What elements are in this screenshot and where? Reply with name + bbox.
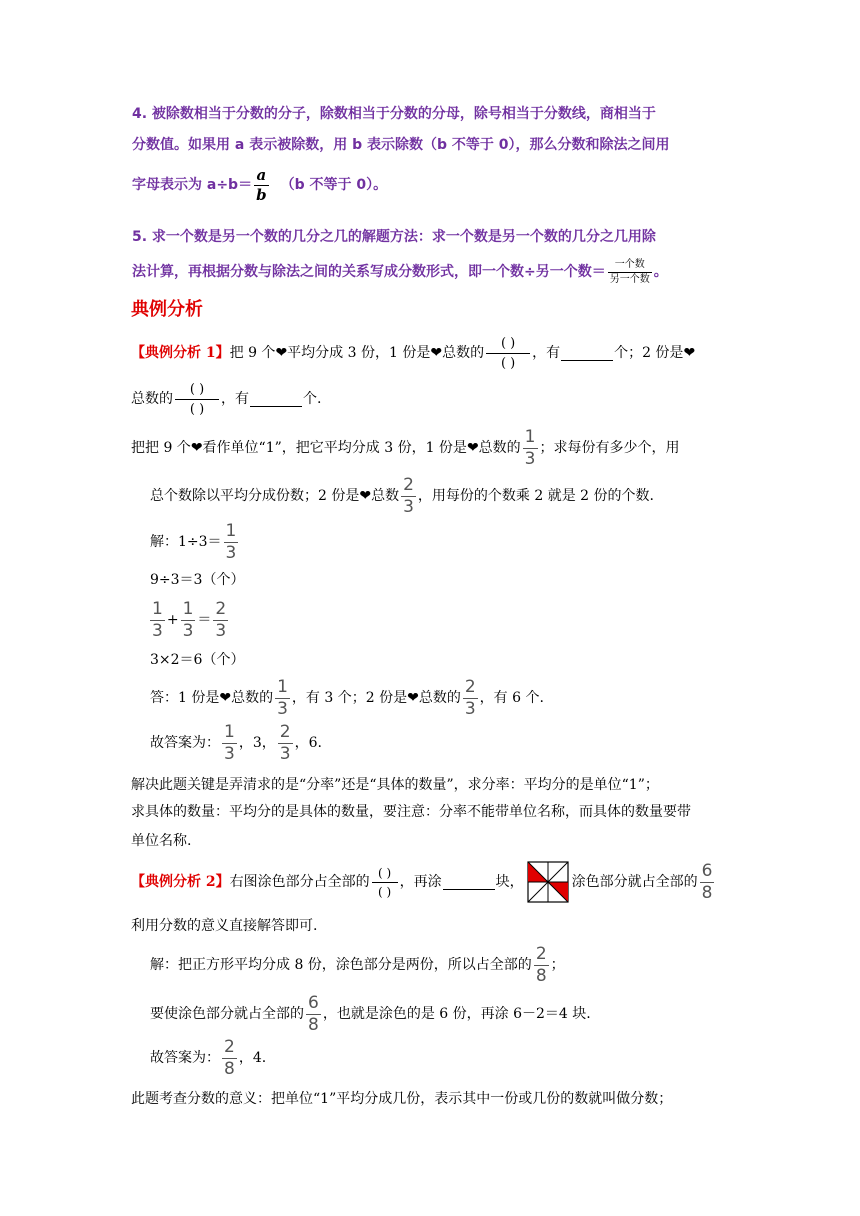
- fraction-numerator: 1: [182, 598, 194, 619]
- p5-line-2-text: 法计算，再根据分数与除法之间的关系写成分数形式，即一个数÷另一个数＝: [132, 264, 606, 280]
- ex1-answer: [150, 678, 544, 718]
- ex2-solution-2: [150, 994, 591, 1034]
- heart-icon: ❤: [683, 345, 696, 361]
- fraction-numerator: 2: [464, 676, 476, 697]
- text: 块，: [495, 874, 524, 890]
- fraction-denominator: 8: [224, 1058, 235, 1079]
- fraction-2-3: [213, 598, 228, 641]
- p4-line-1: 4. 被除数相当于分数的分子，除数相当于分数的分母，除号相当于分数线，商相当于: [132, 106, 656, 122]
- fraction-2-3: [278, 721, 293, 764]
- fraction-numerator: 1: [277, 676, 288, 697]
- answer-blank[interactable]: [250, 392, 302, 407]
- fraction-2-3: [463, 676, 478, 719]
- fraction-numerator: 6: [701, 860, 713, 881]
- heart-icon: ❤: [430, 345, 443, 361]
- text: 总数的: [442, 345, 485, 361]
- ex1-solution-2: 9÷3＝3（个）: [150, 572, 245, 588]
- ex1-question-line-1: [131, 334, 695, 372]
- fraction-denominator: 3: [225, 542, 237, 563]
- fraction-denominator: 8: [308, 1014, 319, 1035]
- fraction-denominator: 3: [279, 743, 291, 764]
- blank-fraction[interactable]: [175, 383, 219, 416]
- fraction-2-8: [222, 1036, 237, 1079]
- text: ，有 6 个.: [479, 690, 544, 706]
- p4-line-2: 分数值。如果用 a 表示被除数，用 b 表示除数（b 不等于 0），那么分数和除法之间用: [132, 137, 670, 153]
- text: ；: [550, 957, 565, 973]
- p4-line-3: [132, 165, 387, 205]
- text: 解：1÷3＝: [150, 534, 222, 550]
- ex1-solution-3: [148, 600, 230, 640]
- blank-numerator: ( ): [378, 865, 392, 880]
- text: ，也就是涂色的是 6 份，再涂 6－2＝4 块.: [322, 1006, 591, 1022]
- text: 把把 9 个: [131, 440, 191, 456]
- blank-denominator: ( ): [175, 399, 219, 416]
- ex2-solution-1: [150, 945, 565, 985]
- text: 涂色部分就占全部的: [571, 874, 698, 890]
- fraction-1-3: [181, 598, 196, 641]
- ex2-tag: 【典例分析 2】: [131, 874, 230, 890]
- ex1-key-line-3: 单位名称.: [131, 833, 192, 849]
- text: 把 9 个: [229, 345, 276, 361]
- fraction-numerator: 一个数: [614, 258, 645, 270]
- fraction-numerator: 1: [224, 721, 235, 742]
- heart-icon: ❤: [219, 690, 232, 706]
- fraction-numerator: 1: [225, 520, 237, 541]
- fraction-2-3: [401, 474, 416, 517]
- blank-numerator: ( ): [500, 335, 516, 351]
- fraction-numerator: a: [256, 165, 267, 184]
- answer-blank[interactable]: [443, 875, 495, 890]
- fraction-1-3: [275, 676, 290, 719]
- fraction-2-8: [534, 943, 549, 986]
- text: 要使涂色部分就占全部的: [150, 1006, 304, 1022]
- fraction-denominator: 8: [535, 965, 547, 986]
- text: 总个数除以平均分成份数；2 份是: [150, 488, 360, 504]
- fraction-1-3: [150, 598, 165, 641]
- text: 个.: [303, 391, 322, 407]
- ex2-conclusion: 此题考查分数的意义：把单位“1”平均分成几份，表示其中一份或几份的数就叫做分数；: [131, 1091, 673, 1107]
- text: ，用每份的个数乘 2 就是 2 份的个数.: [417, 488, 654, 504]
- text: 故答案为：: [150, 1050, 220, 1066]
- text: 答：1 份是: [150, 690, 220, 706]
- fraction-denominator: 3: [182, 620, 194, 641]
- text: ，再涂: [399, 874, 442, 890]
- ex1-key-line-1: 解决此题关键是弄清求的是“分率”还是“具体的数量”，求分率：平均分的是单位“1”；: [131, 777, 659, 793]
- fraction-denominator: 3: [215, 620, 227, 641]
- text: ，有: [221, 391, 249, 407]
- heart-icon: ❤: [275, 345, 288, 361]
- blank-fraction[interactable]: [372, 867, 398, 898]
- fraction-denominator: 3: [224, 743, 235, 764]
- text: ，3，: [238, 735, 276, 751]
- heart-icon: ❤: [407, 690, 419, 706]
- fraction-denominator: 另一个数: [609, 273, 650, 285]
- heart-icon: ❤: [359, 488, 372, 504]
- text: ，6.: [294, 735, 322, 751]
- section-title: 典例分析: [131, 299, 203, 320]
- blank-numerator: ( ): [189, 381, 205, 397]
- fraction-denominator: 8: [701, 882, 713, 903]
- fraction-numerator: 6: [308, 992, 319, 1013]
- ex1-tag: 【典例分析 1】: [131, 345, 230, 361]
- fraction-denominator: b: [256, 185, 267, 204]
- square-figure: [527, 861, 569, 903]
- fraction-1-3: [523, 426, 538, 469]
- text: 右图涂色部分占全部的: [229, 874, 370, 890]
- fraction-denominator: 3: [464, 698, 476, 719]
- blank-denominator: ( ): [372, 882, 398, 898]
- fraction-denominator: 3: [152, 620, 163, 641]
- text: ，4.: [238, 1050, 267, 1066]
- p5-line-2-end: 。: [653, 264, 668, 280]
- p5-line-1: 5. 求一个数是另一个数的几分之几的解题方法：求一个数是另一个数的几分之几用除: [132, 229, 656, 245]
- fraction-numerator: 2: [535, 943, 547, 964]
- text: ，有: [532, 345, 561, 361]
- fraction-denominator: 3: [524, 448, 536, 469]
- fraction-numerator: 2: [403, 474, 414, 495]
- fraction-numerator: 1: [524, 426, 536, 447]
- text: 看作单位“1”，把它平均分成 3 份，1 份是: [202, 440, 467, 456]
- ex1-key-line-2: 求具体的数量：平均分的是具体的数量，要注意：分率不能带单位名称，而具体的数量要带: [131, 804, 691, 820]
- ex1-solution-4: 3×2＝6（个）: [150, 652, 245, 668]
- equals-sign: ＝: [197, 612, 212, 628]
- answer-blank[interactable]: [561, 346, 613, 361]
- ex2-hint: 利用分数的意义直接解答即可.: [131, 918, 318, 934]
- text: 平均分成 3 份，1 份是: [287, 345, 431, 361]
- ex1-analysis-line-1: [131, 428, 680, 468]
- text: 总数的: [478, 440, 521, 456]
- fraction-numerator: 1: [152, 598, 163, 619]
- p4-line-3-text: 字母表示为 a÷b＝: [132, 177, 253, 193]
- heart-icon: ❤: [466, 440, 479, 456]
- fraction-numerator: 2: [224, 1036, 235, 1057]
- ex1-solution-1: [150, 522, 240, 562]
- fraction-6-8: [700, 860, 715, 903]
- p4-line-3-end: （b 不等于 0）。: [280, 177, 388, 193]
- blank-fraction[interactable]: [486, 337, 530, 370]
- fraction-a-over-b: [254, 165, 269, 204]
- heart-icon: ❤: [190, 440, 203, 456]
- ex2-final-answer: [150, 1038, 266, 1078]
- fraction-1-3: [222, 721, 237, 764]
- text: 总数的: [131, 391, 173, 407]
- text: ，有 3 个；2 份是: [291, 690, 408, 706]
- fraction-denominator: 3: [277, 698, 288, 719]
- ex2-question: [131, 860, 716, 904]
- fraction-6-8: [306, 992, 321, 1035]
- text: 故答案为：: [150, 735, 220, 751]
- text: ；求每份有多少个，用: [539, 440, 680, 456]
- text: 总数: [371, 488, 400, 504]
- fraction-numerator: 2: [215, 598, 227, 619]
- text: 总数的: [418, 690, 461, 706]
- fraction-denominator: 3: [403, 496, 414, 517]
- fraction-word: [608, 260, 652, 285]
- text: 个；2 份是: [614, 345, 684, 361]
- fraction-numerator: 2: [279, 721, 291, 742]
- plus-sign: +: [166, 612, 179, 628]
- p5-line-2: [132, 255, 668, 289]
- text: 总数的: [231, 690, 274, 706]
- ex1-analysis-line-2: [150, 476, 654, 516]
- text: 解：把正方形平均分成 8 份，涂色部分是两份，所以占全部的: [150, 957, 532, 973]
- ex1-question-line-2: [131, 380, 321, 418]
- fraction-1-3: [224, 520, 239, 563]
- blank-denominator: ( ): [486, 353, 530, 370]
- ex1-final-answer: [150, 723, 322, 763]
